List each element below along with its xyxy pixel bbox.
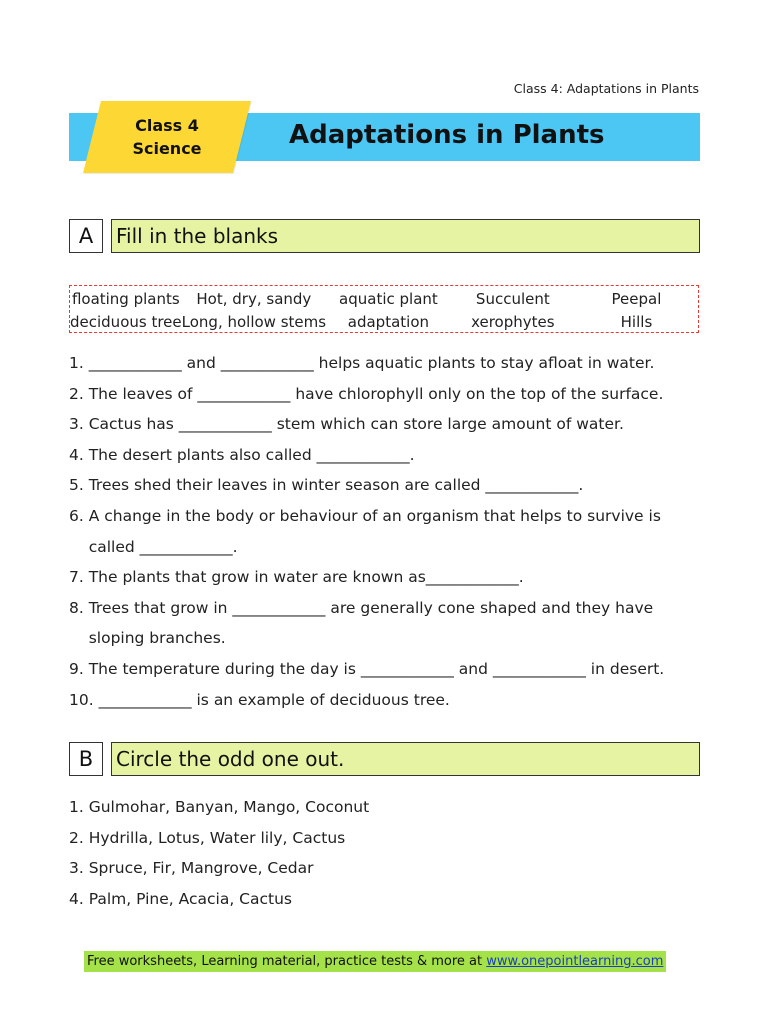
word-bank-word: Long, hollow stems	[181, 312, 327, 331]
question-continuation: sloping branches.	[69, 629, 226, 648]
word-bank-word: adaptation	[347, 312, 430, 331]
question: 8. Trees that grow in ____________ are generally cone shaped and they have	[69, 598, 654, 617]
word-bank-row	[70, 310, 698, 333]
page-tag: Class 4: Adaptations in Plants	[513, 81, 699, 96]
question: 4. The desert plants also called ____________.	[69, 445, 415, 464]
question: 9. The temperature during the day is ____________ and ____________ in desert.	[69, 659, 665, 678]
word-bank-word: floating plants	[71, 289, 180, 308]
section-a-letter: A	[69, 219, 103, 253]
question: 3. Cactus has ____________ stem which can store large amount of water.	[69, 415, 624, 434]
word-bank-word: Hills	[620, 312, 653, 331]
subject-label: Science	[132, 139, 202, 158]
question: 2. The leaves of ____________ have chlorophyll only on the top of the surface.	[69, 384, 664, 403]
question: 6. A change in the body or behaviour of an organism that helps to survive is	[69, 506, 661, 525]
question: 2. Hydrilla, Lotus, Water lily, Cactus	[69, 828, 346, 847]
class-badge-text	[92, 114, 242, 160]
section-a-questions	[69, 348, 709, 715]
question: 5. Trees shed their leaves in winter season are called ____________.	[69, 476, 584, 495]
question: 7. The plants that grow in water are known as____________.	[69, 568, 524, 587]
footer-text: Free worksheets, Learning material, practice tests & more at	[87, 954, 487, 969]
footer-link[interactable]: www.onepointlearning.com	[486, 954, 664, 969]
question: 3. Spruce, Fir, Mangrove, Cedar	[69, 859, 314, 878]
section-b-questions	[69, 792, 709, 914]
word-bank-word: Succulent	[475, 289, 550, 308]
question: 1. ____________ and ____________ helps aquatic plants to stay afloat in water.	[69, 354, 655, 372]
section-a-title: Fill in the blanks	[111, 219, 700, 253]
word-bank-word: deciduous tree	[70, 312, 182, 331]
word-bank-word: Peepal	[611, 289, 662, 308]
page-title: Adaptations in Plants	[289, 120, 605, 150]
section-b-letter: B	[69, 742, 103, 776]
question: 10. ____________ is an example of deciduous tree.	[69, 690, 450, 709]
section-b-title: Circle the odd one out.	[111, 742, 700, 776]
word-bank-word: aquatic plant	[339, 289, 438, 308]
word-bank-table	[70, 287, 698, 333]
question: 1. Gulmohar, Banyan, Mango, Coconut	[69, 798, 370, 816]
word-bank-word: Hot, dry, sandy	[196, 289, 312, 308]
word-bank	[69, 285, 699, 333]
question: 4. Palm, Pine, Acacia, Cactus	[69, 889, 293, 908]
word-bank-row	[70, 287, 698, 310]
question-continuation: called ____________.	[69, 537, 238, 556]
footer	[84, 951, 666, 972]
word-bank-word: xerophytes	[471, 312, 555, 331]
class-label: Class 4	[135, 116, 199, 135]
